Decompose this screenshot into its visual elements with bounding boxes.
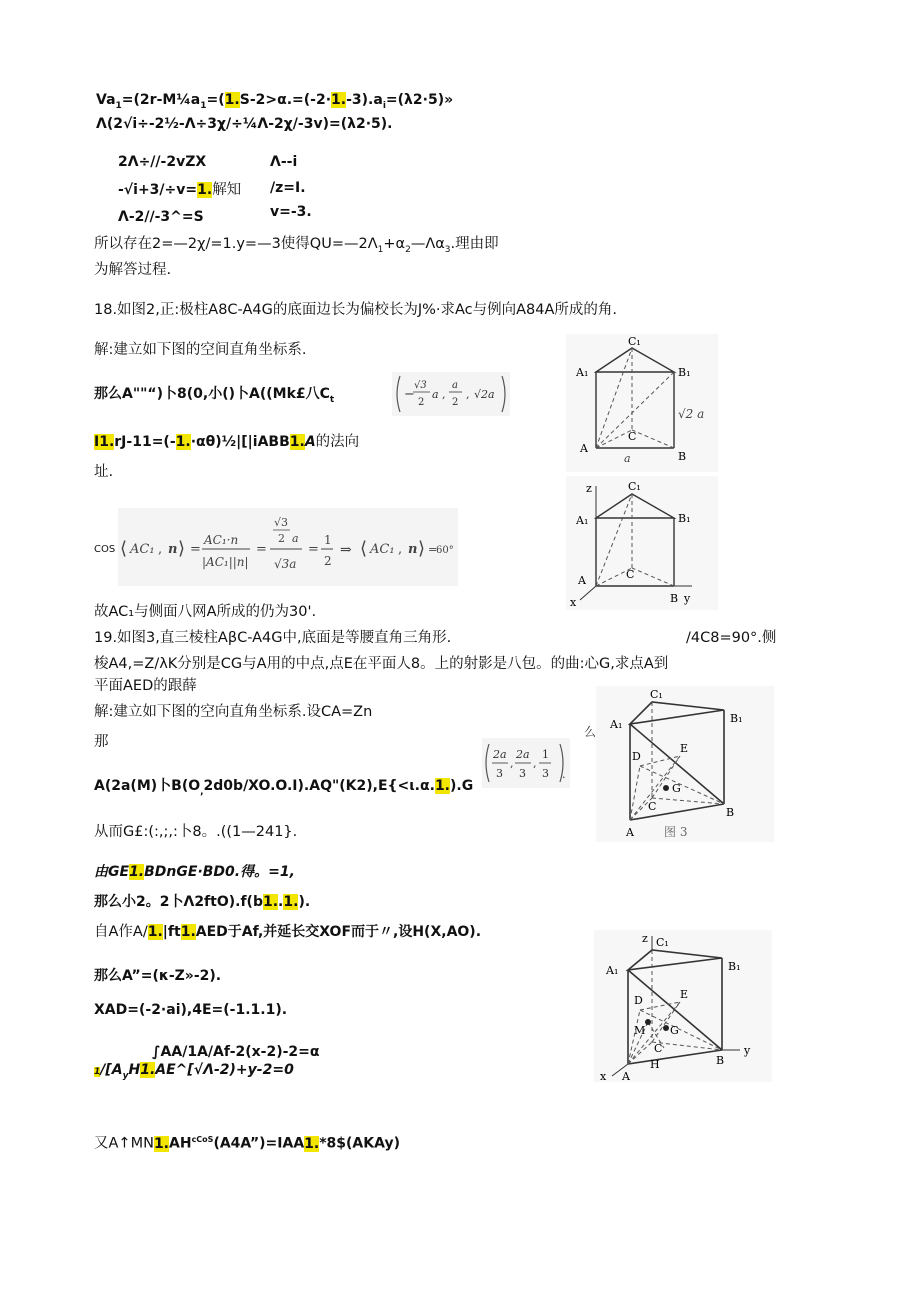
- highlight-mark: 1.: [304, 1135, 320, 1152]
- prism-2-svg: [566, 476, 718, 610]
- label-b: B: [726, 806, 735, 819]
- vec-a-num: a: [452, 380, 458, 391]
- label-m: M: [634, 1024, 646, 1037]
- highlight-mark: 1.: [224, 92, 240, 108]
- label-a1: A₁: [606, 964, 619, 977]
- cos-frac2-num-den: 2: [278, 532, 285, 545]
- label-a: A: [622, 1070, 630, 1082]
- ad-ae-line: XAD=(-2·ai),4E=(-1.1.1).: [94, 1002, 288, 1018]
- label-c1: C₁: [656, 936, 669, 949]
- vector-ac1-box: [392, 372, 510, 416]
- normal-vector-line: I1.rJ-11=(-1.·αθ)½|[|iABB1.A的法向: [94, 434, 360, 450]
- label-c1: C₁: [628, 335, 641, 348]
- cos-label: COS: [94, 544, 116, 555]
- highlight-mark: 1.: [283, 894, 299, 910]
- label-b1: B₁: [728, 960, 741, 973]
- svg-text:⟨: ⟨: [120, 538, 128, 559]
- label-b1: B₁: [678, 366, 691, 379]
- equation-line-1: $Va_1=(2r-M\frac{1}{4}a_1=(1.S-2>\alpha.=(-2\cdot 1.-3).a_i=(\lambda 2\cdot 5)$»: [96, 92, 454, 111]
- g-y-num: 2a: [516, 748, 530, 761]
- g-z-num: 1: [542, 748, 549, 761]
- label-bottom: a: [624, 452, 631, 465]
- highlight-mark: 1.: [434, 778, 450, 794]
- label-y: y: [684, 592, 691, 605]
- g-coordinates-line: 从而G£:(:,;,:卜8。.((1—241}.: [94, 824, 298, 840]
- highlight-mark: 1.: [331, 92, 347, 108]
- cos-result: 60°: [436, 545, 454, 556]
- svg-text:=: =: [256, 542, 267, 557]
- label-b1: B₁: [678, 512, 691, 525]
- ge-perp-line: 由GE1.BDnGE·BD0.得。=1,: [94, 864, 295, 880]
- final-line: 又$A↑MN1.AH^{cCoS}(A4A”)=IAA1.*8\$(AKAy)$: [94, 1135, 400, 1152]
- solution-19-intro: 解:建立如下图的空向直角坐标系.设CA=Zn: [94, 704, 373, 720]
- vec-sqrt3: √3: [414, 380, 427, 391]
- g-coordinate-svg: [482, 738, 570, 788]
- highlight-mark: 1.: [262, 894, 279, 910]
- system-19-row-2: $1/[A_yH1.AE\^{}[√\Lambda-2)+y-2=0$: [94, 1062, 294, 1081]
- point-m: [645, 1019, 651, 1025]
- svg-text:=: =: [428, 543, 438, 556]
- cos-half-den: 2: [324, 554, 332, 568]
- svg-text:,: ,: [533, 757, 537, 770]
- label-b: B: [678, 450, 687, 463]
- label-c1: C₁: [628, 480, 641, 493]
- system-row-3-right: v=-3.: [270, 204, 312, 220]
- cos-frac2-a: a: [292, 532, 299, 545]
- vec-sqrt2a: √2a: [474, 388, 495, 401]
- system-row-1-left: 2Λ÷//-2vZX: [118, 154, 207, 170]
- highlight-mark: I1.: [94, 434, 115, 450]
- svg-text:⟩: ⟩: [178, 538, 186, 559]
- cos-ac1: AC₁: [130, 542, 155, 557]
- vec-den-2: 2: [418, 397, 425, 408]
- highlight-mark: 1: [94, 1067, 101, 1077]
- cos-formula-box: [118, 508, 458, 586]
- svg-text:,: ,: [398, 542, 403, 557]
- problem-19-c: 梭A4,=Z/λK分别是CG与A用的中点,点E在平面人8。上的射影是八包。的曲:心G,求点A到: [94, 656, 669, 672]
- system-row-2-right: /z=I.: [270, 180, 306, 196]
- label-h: H: [650, 1058, 660, 1071]
- label-c: C: [654, 1042, 663, 1055]
- g-x-den: 3: [496, 767, 503, 780]
- svg-text:=: =: [308, 542, 319, 557]
- label-b: B: [716, 1054, 725, 1067]
- cos-formula-svg: [118, 508, 458, 586]
- figure-4: [594, 930, 772, 1082]
- cos-frac2-den: √3a: [274, 557, 297, 571]
- svg-text:,: ,: [510, 757, 514, 770]
- cos-n-2: n: [408, 542, 418, 557]
- label-g: G: [672, 782, 681, 795]
- vec-den-2b: 2: [452, 397, 459, 408]
- cos-frac1-num: AC₁·n: [204, 533, 239, 547]
- label-z: z: [586, 482, 592, 495]
- svg-text:⟩: ⟩: [418, 538, 426, 559]
- label-a1: A₁: [610, 718, 623, 731]
- highlight-mark: 1.: [129, 864, 145, 880]
- svg-text:⇒: ⇒: [340, 542, 352, 558]
- problem-19-d: 平面AED的跟薛: [94, 678, 197, 694]
- label-a: A: [580, 442, 588, 455]
- cos-frac2-num: √3: [274, 516, 289, 529]
- label-b: B: [670, 592, 679, 605]
- label-z: z: [642, 932, 648, 945]
- highlight-mark: 1.: [147, 924, 163, 940]
- solution-19-zhi: 么: [584, 725, 597, 739]
- solution-19-na: 那: [94, 734, 109, 750]
- conclusion-line-2: 为解答过程.: [94, 262, 172, 278]
- label-g: G: [670, 1024, 679, 1037]
- system-row-3-left: Λ-2/∕-3^=S: [118, 209, 204, 225]
- label-c: C: [648, 800, 657, 813]
- point-g: [663, 785, 669, 791]
- label-y: y: [744, 1044, 751, 1057]
- cos-n: n: [168, 542, 178, 557]
- figure-3-svg: [596, 686, 774, 842]
- highlight-mark: 1.: [289, 434, 305, 450]
- highlight-mark: 1.: [180, 924, 196, 940]
- label-d: D: [632, 750, 641, 763]
- problem-19-b: /4C8=90°.侧: [686, 630, 777, 646]
- g-z-den: 3: [542, 767, 549, 780]
- label-side: √2 a: [678, 407, 705, 421]
- label-a1: A₁: [576, 514, 589, 527]
- cos-ac1-2: AC₁: [370, 542, 395, 557]
- highlight-mark: 1.: [140, 1062, 156, 1078]
- normal-vector-line-2: 址.: [94, 464, 114, 480]
- svg-text:,: ,: [442, 388, 446, 401]
- result-18: 故AC₁与侧面八网A所成的仍为30'.: [94, 604, 317, 620]
- g-y-den: 3: [519, 767, 526, 780]
- label-d: D: [634, 994, 643, 1007]
- svg-text:,: ,: [158, 542, 163, 557]
- vec-a: a: [432, 388, 439, 401]
- figure-prism-1: [566, 334, 718, 472]
- label-x: x: [570, 596, 577, 609]
- highlight-mark: 1.: [175, 434, 191, 450]
- label-e: E: [680, 742, 689, 755]
- system-row-2-left: -√i+3/÷v=1.解知: [118, 182, 242, 198]
- cos-half-num: 1: [324, 533, 332, 547]
- figure-3: [596, 686, 774, 842]
- label-a: A: [578, 574, 586, 587]
- label-c: C: [628, 430, 637, 443]
- perpendicular-line: 自A作A/1.|ft1.AED于Af,并延长交XOF而于〃,设H(X,AO).: [94, 924, 482, 940]
- coordinates-line-19: A(2a(M)卜$B(O_,2d0b/XO.O.I).AQ"(K2),E\{<\iota.\alpha.1.).G$: [94, 778, 474, 797]
- svg-text:⟨: ⟨: [360, 538, 368, 559]
- cos-frac1-den: |AC₁||n|: [202, 555, 249, 569]
- result-a-line: 那么小2。2卜Λ2ftO).f(b1..1.).: [94, 894, 311, 910]
- ah-vector-line: 那么A”=(κ-Z»-2).: [94, 968, 222, 984]
- figure-prism-2: [566, 476, 718, 610]
- g-coordinate-box: [482, 738, 570, 788]
- figure-3-caption: 图 3: [664, 825, 688, 839]
- g-x-num: 2a: [493, 748, 507, 761]
- system-19-row-1: ∫AA/1A/Af-2(x-2)-2=α: [152, 1044, 320, 1060]
- label-a1: A₁: [576, 366, 589, 379]
- problem-18: 18.如图2,正:极柱A8C-A4G的底面边长为偏校长为J%·求Ac与例向A84A所成的角.: [94, 302, 618, 318]
- svg-text:,: ,: [466, 388, 470, 401]
- prism-1-svg: [566, 334, 718, 472]
- highlight-mark: 1.: [153, 1135, 169, 1152]
- figure-4-svg: [594, 930, 772, 1082]
- conclusion-line: 所以存在2=—2χ/=1.y=—3使得$QU=—2\Lambda_1+\alpha_2—\Lambda\alpha_3$.理由即: [94, 236, 499, 255]
- highlight-mark: 1.: [197, 182, 213, 198]
- solution-18-intro: 解:建立如下图的空间直角坐标系.: [94, 342, 307, 358]
- label-c1: C₁: [650, 688, 663, 701]
- problem-19-a: 19.如图3,直三棱柱AβC-A4G中,底面是等腰直角三角形.: [94, 630, 452, 646]
- vector-ac1-svg: [392, 372, 510, 416]
- system-row-1-right: Λ--i: [270, 154, 298, 170]
- label-x: x: [600, 1070, 607, 1082]
- svg-text:.: .: [562, 768, 566, 781]
- svg-text:=: =: [190, 542, 201, 557]
- label-e: E: [680, 988, 689, 1001]
- label-c: C: [626, 568, 635, 581]
- equation-line-2: Λ(2√i÷-2½-Λ÷3χ/÷¼Λ-2χ/-3v)=(λ2·5).: [96, 116, 393, 132]
- label-b1: B₁: [730, 712, 743, 725]
- svg-text:−: −: [404, 387, 415, 402]
- point-g: [663, 1025, 669, 1031]
- label-a: A: [626, 826, 634, 839]
- coordinates-line-18: 那么A""“)卜8(0,小()卜A((Mk£八$C_t$: [94, 386, 335, 405]
